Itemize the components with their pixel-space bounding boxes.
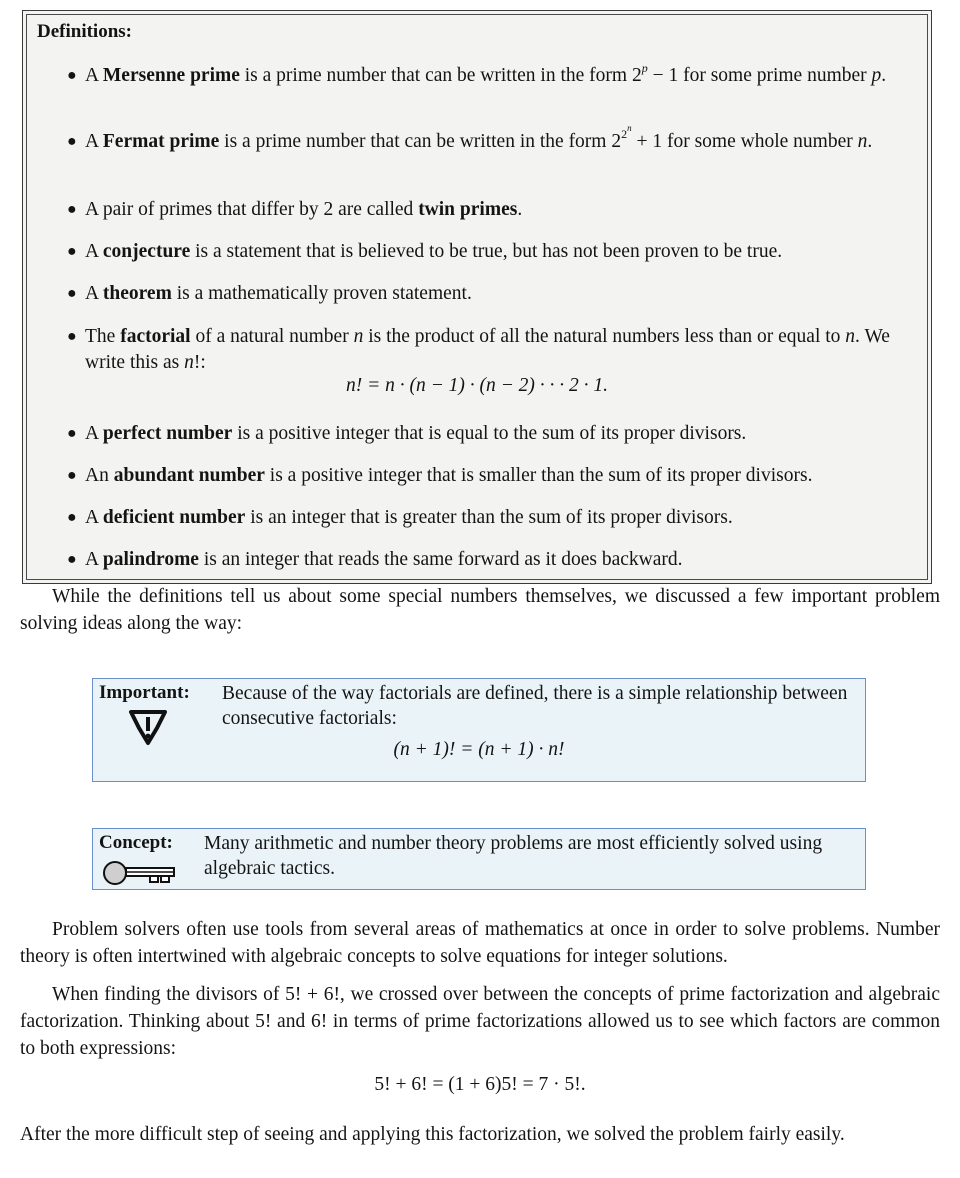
concept-label: Concept: — [99, 832, 173, 853]
bullet-icon: ● — [67, 67, 77, 84]
bullet-icon: ● — [67, 425, 77, 442]
definition-deficient-number: ● A deficient number is an integer that is greater than the sum of its proper divisors. — [85, 505, 919, 531]
definition-fermat-prime: ● A Fermat prime is a prime number that can be written in the form $2^{2^n} + 1$ for some whole number n. — [85, 129, 919, 155]
definitions-title: Definitions: — [37, 21, 132, 42]
important-callout — [92, 678, 866, 782]
bullet-icon: ● — [67, 467, 77, 484]
definition-mersenne-prime: ● A Mersenne prime is a prime number that can be written in the form $2^p - 1$ for some prime number p. — [85, 63, 919, 89]
definition-twin-primes: ● A pair of primes that differ by 2 are called twin primes. — [85, 197, 919, 223]
important-text: Because of the way factorials are defined, there is a simple relationship between consecutive factorials: — [222, 683, 848, 729]
bullet-icon: ● — [67, 328, 77, 345]
paragraph-definitions-intro: While the definitions tell us about some special numbers themselves, we discussed a few important problem solving ideas along the way: — [20, 586, 940, 634]
concept-callout — [92, 828, 866, 890]
important-label: Important: — [99, 682, 190, 703]
bullet-icon: ● — [67, 509, 77, 526]
definitions-box — [22, 10, 932, 584]
definition-perfect-number: ● A perfect number is a positive integer that is equal to the sum of its proper divisors. — [85, 421, 919, 447]
paragraph-divisors: When finding the divisors of 5! + 6!, we crossed over between the concepts of prime factorization and algebraic factorization. Thinking about 5! and 6! in terms of prime factorizations allowed us to see which factors are common to both expressions: — [20, 984, 940, 1059]
factorization-equation: 5! + 6! = (1 + 6)5! = 7 · 5!. — [374, 1074, 586, 1095]
paragraph-conclusion: After the more difficult step of seeing and applying this factorization, we solved the problem fairly easily. — [20, 1124, 845, 1145]
bullet-icon: ● — [67, 551, 77, 568]
key-icon — [101, 859, 177, 887]
consecutive-factorial-equation: (n + 1)! = (n + 1) · n! — [393, 739, 565, 760]
concept-text: Many arithmetic and number theory problems are most efficiently solved using algebraic tactics. — [204, 833, 823, 879]
bullet-icon: ● — [67, 285, 77, 302]
paragraph-problem-solvers: Problem solvers often use tools from several areas of mathematics at once in order to solve problems. Number theory is often intertwined with algebraic concepts to solve equations for integer solutions. — [20, 919, 940, 967]
definition-conjecture: ● A conjecture is a statement that is believed to be true, but has not been proven to be true. — [85, 239, 919, 265]
bullet-icon: ● — [67, 243, 77, 260]
bullet-icon: ● — [67, 133, 77, 150]
bullet-icon: ● — [67, 201, 77, 218]
definition-abundant-number: ● An abundant number is a positive integer that is smaller than the sum of its proper divisors. — [85, 463, 919, 489]
definition-palindrome: ● A palindrome is an integer that reads the same forward as it does backward. — [85, 547, 919, 573]
factorial-equation: n! = n · (n − 1) · (n − 2) · · · 2 · 1. — [345, 375, 609, 396]
definition-theorem: ● A theorem is a mathematically proven statement. — [85, 281, 919, 307]
definition-factorial: ● The factorial of a natural number n is the product of all the natural numbers less than or equal to n. We write this as n!: — [67, 326, 890, 373]
